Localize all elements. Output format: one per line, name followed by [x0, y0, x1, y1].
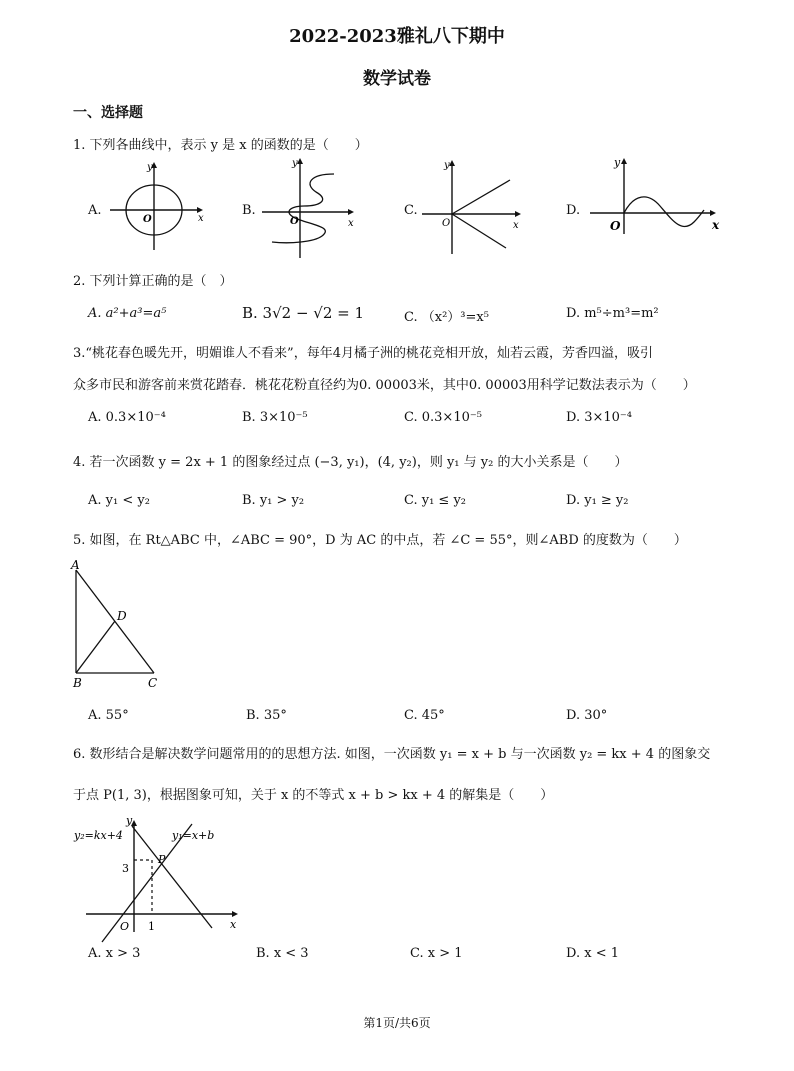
- q1d-origin-label: O: [610, 219, 621, 233]
- question-6-stem-line2: 于点 P(1, 3)，根据图象可知，关于 x 的不等式 x + b > kx + 4 的解集是（ ）: [73, 788, 554, 803]
- q1-option-d: D.: [566, 203, 581, 218]
- q6-origin-label: O: [120, 920, 130, 933]
- question-5-stem: 5. 如图，在 Rt△ABC 中，∠ABC = 90°，D 为 AC 的中点，若 ∠C = 55°，则∠ABD 的度数为（ ）: [73, 533, 687, 548]
- q6-option-d: D. x < 1: [566, 946, 619, 961]
- q1b-y-label: y: [292, 158, 298, 169]
- q5-option-d: D. 30°: [566, 708, 608, 723]
- question-2-stem: 2. 下列计算正确的是（ ）: [73, 274, 233, 289]
- q1c-y-label: y: [444, 160, 450, 171]
- q2-option-a: A. a²+a³=a⁵: [88, 306, 167, 321]
- q1-option-b: B.: [242, 203, 256, 218]
- q3-option-a: A. 0.3×10⁻⁴: [88, 410, 166, 425]
- q3-option-d: D. 3×10⁻⁴: [566, 410, 633, 425]
- q2-option-b: B. 3√2 − √2 = 1: [242, 304, 365, 322]
- q1b-x-label: x: [348, 218, 354, 229]
- q2-option-c: C. （x²）³=x⁵: [404, 310, 489, 325]
- q1d-y-label: y: [614, 156, 621, 169]
- q1-option-a: A.: [88, 203, 102, 218]
- question-1-stem: 1. 下列各曲线中，表示 y 是 x 的函数的是（ ）: [73, 138, 368, 153]
- q5-triangle-figure: [70, 558, 170, 693]
- q1c-origin-label: O: [442, 218, 451, 229]
- q1a-x-label: x: [198, 213, 204, 224]
- exam-subtitle: 数学试卷: [363, 69, 431, 89]
- q6-tick-3-label: 3: [122, 862, 129, 875]
- q5-label-a: A: [71, 558, 80, 572]
- q5-option-c: C. 45°: [404, 708, 445, 723]
- q5-label-b: B: [73, 676, 82, 690]
- q1a-origin-label: O: [143, 214, 152, 225]
- q1-graph-d: [588, 156, 728, 236]
- q4-option-b: B. y₁ > y₂: [242, 493, 305, 508]
- q1b-origin-label: O: [290, 216, 299, 227]
- q6-option-a: A. x > 3: [88, 946, 141, 961]
- q6-option-b: B. x < 3: [256, 946, 309, 961]
- question-3-stem-line2: 众多市民和游客前来赏花踏春．桃花花粉直径约为0. 00003米，其中0. 00003用科学记数法表示为（ ）: [73, 378, 696, 393]
- q1-option-c: C.: [404, 203, 418, 218]
- q6-label-y2: y₂=kx+4: [74, 829, 123, 842]
- q6-graph-figure: [72, 814, 252, 939]
- question-3-stem-line1: 3.“桃花春色暖先开，明媚谁人不看来”，每年4月橘子洲的桃花竞相开放，灿若云霞，芳香四溢，吸引: [73, 346, 653, 361]
- q6-label-y1: y₁=x+b: [172, 829, 215, 842]
- q5-option-a: A. 55°: [88, 708, 129, 723]
- q3-option-c: C. 0.3×10⁻⁵: [404, 410, 482, 425]
- q1-graph-a: [105, 160, 205, 255]
- q4-option-d: D. y₁ ≥ y₂: [566, 493, 629, 508]
- q6-y-axis-label: y: [126, 814, 133, 827]
- q6-option-c: C. x > 1: [410, 946, 463, 961]
- question-4-stem: 4. 若一次函数 y = 2x + 1 的图象经过点 (−3, y₁)，(4, y₂)，则 y₁ 与 y₂ 的大小关系是（ ）: [73, 455, 628, 470]
- q5-label-c: C: [148, 676, 158, 690]
- exam-title: 2022-2023雅礼八下期中: [289, 26, 505, 47]
- q1c-x-label: x: [513, 220, 519, 231]
- q1-graph-b: [260, 156, 360, 261]
- q4-option-a: A. y₁ < y₂: [88, 493, 150, 508]
- q2-option-d: D. m⁵÷m³=m²: [566, 306, 659, 321]
- q1d-x-label: x: [712, 218, 720, 232]
- q3-option-b: B. 3×10⁻⁵: [242, 410, 308, 425]
- q6-point-p-label: P: [158, 853, 166, 866]
- page-footer: 第1页/共6页: [363, 1016, 431, 1030]
- q4-option-c: C. y₁ ≤ y₂: [404, 493, 467, 508]
- q1-graph-c: [420, 158, 525, 258]
- q6-x-axis-label: x: [230, 918, 237, 931]
- q6-tick-1-label: 1: [148, 920, 155, 933]
- section-heading: 一、选择题: [73, 105, 143, 121]
- q5-label-d: D: [117, 609, 127, 623]
- q1a-y-label: y: [147, 162, 153, 173]
- q5-option-b: B. 35°: [246, 708, 287, 723]
- question-6-stem-line1: 6. 数形结合是解决数学问题常用的的思想方法. 如图，一次函数 y₁ = x + b 与一次函数 y₂ = kx + 4 的图象交: [73, 747, 711, 762]
